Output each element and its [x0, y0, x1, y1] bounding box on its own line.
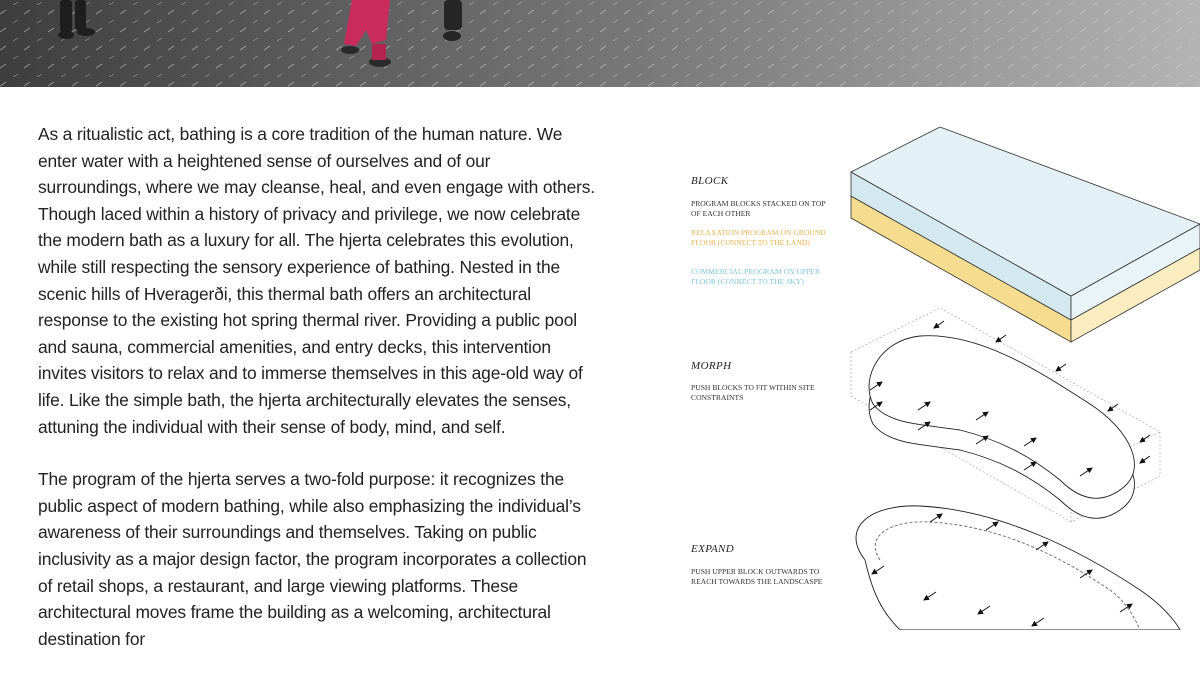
- block-title: BLOCK: [691, 175, 729, 187]
- expand-note: PUSH UPPER BLOCK OUTWARDS TO REACH TOWARDS THE LANDSCASPE: [691, 567, 823, 586]
- morph-title: MORPH: [691, 360, 732, 372]
- paragraph-program: The program of the hjerta serves a two-fold purpose: it recognizes the public aspect of modern bathing, while also emphasizing the individual’s awareness of their surroundings and themselves. Taking on public inclusivity as a major design factor, the program incorporates a collection of retail shops, a restaurant, and large viewing platforms. These architectural moves frame the building as a welcoming, architectural destination for: [38, 469, 587, 649]
- block-note-relaxation: RELAXATION PROGRAM ON GROUND FLOOR (CONNECT TO THE LAND): [691, 228, 826, 247]
- expand-massing: [856, 506, 1180, 630]
- expand-arrows: [872, 514, 1132, 626]
- morph-site-boundary: [851, 308, 1160, 522]
- person-figure-right: [443, 0, 462, 41]
- snow-scene-image: [0, 0, 1200, 87]
- project-description: [38, 121, 598, 678]
- morph-note: PUSH BLOCKS TO FIT WITHIN SITE CONSTRAINTS: [691, 383, 815, 402]
- paragraph-intro: As a ritualistic act, bathing is a core tradition of the human nature. We enter water with a heightened sense of ourselves and of our surroundings, where we may cleanse, heal, and even engage with others. Though laced within a history of privacy and privilege, we now celebrate the modern bath as a luxury for all. The hjerta celebrates this evolution, while still respecting the sensory experience of bathing. Nested in the scenic hills of Hveragerði, this thermal bath offers an architectural response to the existing hot spring thermal river. Providing a public pool and sauna, commercial amenities, and entry decks, this intervention invites visitors to relax and to immerse themselves in this age-old way of life. Like the simple bath, the hjerta architecturally elevates the senses, attuning the individual with their sense of body, mind, and self.: [38, 124, 595, 437]
- morph-massing: [869, 336, 1134, 519]
- expand-title: EXPAND: [691, 543, 735, 555]
- block-massing: [851, 127, 1200, 342]
- block-note-commercial: COMMERCIAL PROGRAM ON UPPER FLOOR (CONNECT TO THE SKY): [691, 267, 821, 286]
- block-note-stacked: PROGRAM BLOCKS STACKED ON TOP OF EACH OTHER: [691, 199, 826, 218]
- header-photo: [0, 0, 1200, 87]
- morph-arrows: [870, 321, 1150, 476]
